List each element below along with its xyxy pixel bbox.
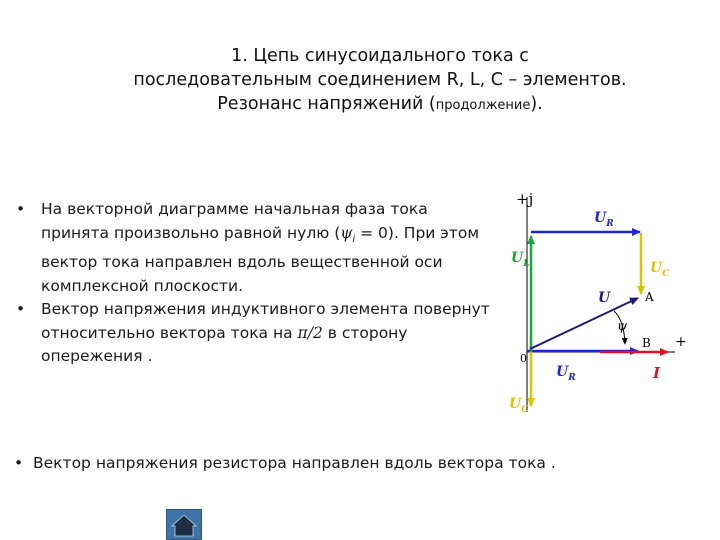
psi-label: ψ bbox=[617, 319, 628, 334]
ur-bottom-label: $U_R$ bbox=[556, 364, 576, 383]
title-line-3-end: ). bbox=[530, 94, 543, 114]
origin-label: 0 bbox=[520, 352, 527, 365]
imag-axis-label: +j bbox=[516, 190, 534, 208]
title-line-2: последовательным соединением R, L, C – элементов. bbox=[133, 70, 627, 90]
u-total-label: U bbox=[598, 290, 611, 306]
bullet-text-cont: в сторону опережения . bbox=[41, 323, 408, 366]
bullet-text: Вектор напряжения резистора направлен вдоль вектора тока . bbox=[33, 454, 556, 472]
home-icon bbox=[167, 510, 201, 539]
real-axis-label: + bbox=[675, 334, 687, 350]
uc-bottom-label: $U_C$ bbox=[509, 396, 529, 415]
bullet-marker: • bbox=[14, 454, 24, 472]
uc-right-label: $U_C$ bbox=[650, 260, 670, 279]
bullet-text: Вектор напряжения индуктивного элемента повернут относительно вектора тока на bbox=[41, 300, 490, 342]
home-button[interactable] bbox=[166, 509, 202, 540]
point-a-label: A bbox=[645, 290, 654, 304]
pi-half-symbol: π/2 bbox=[297, 323, 323, 342]
title-line-1: 1. Цепь синусоидального тока с bbox=[231, 46, 529, 66]
bullet-marker: • bbox=[16, 300, 26, 319]
ul-label: $U_L$ bbox=[511, 250, 530, 269]
bullet-text-cont: = 0). При этом вектор тока направлен вдоль вещественной оси комплексной плоскости. bbox=[41, 223, 480, 295]
title-line-3-small: продолжение bbox=[435, 98, 531, 113]
title-line-3-main: Резонанс напряжений ( bbox=[217, 94, 436, 114]
bullet-text: На векторной диаграмме начальная фаза тока принята произвольно равной нулю ( bbox=[41, 200, 428, 242]
point-b-label: B bbox=[642, 336, 651, 350]
current-label: I bbox=[653, 364, 661, 382]
psi-symbol: ψ bbox=[340, 223, 353, 242]
ur-top-label: $U_R$ bbox=[594, 210, 614, 229]
psi-subscript: i bbox=[352, 233, 356, 245]
bullet-marker: • bbox=[16, 200, 26, 218]
